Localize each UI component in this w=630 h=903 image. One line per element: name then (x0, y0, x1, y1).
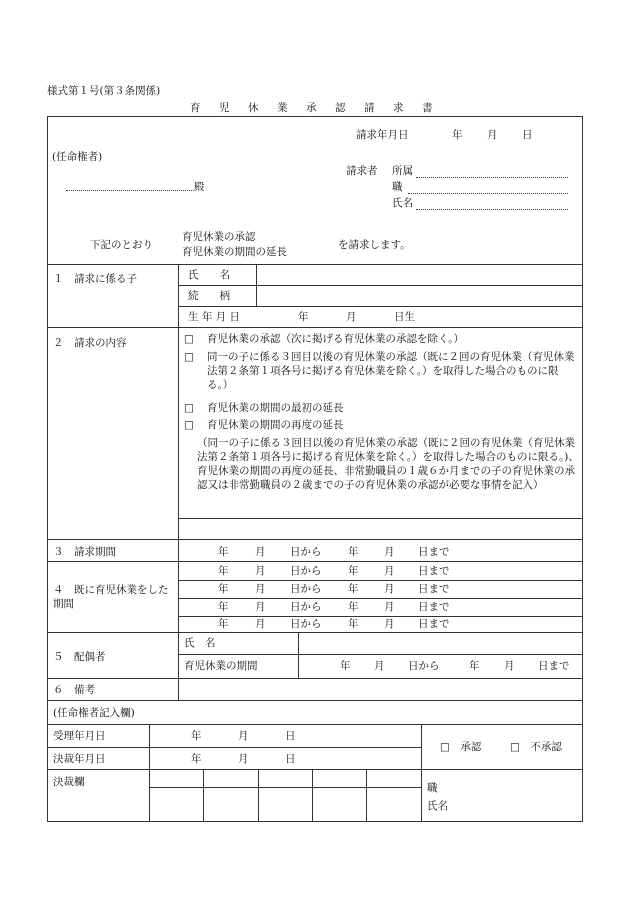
sec5-label: ５ 配偶者 (53, 651, 106, 663)
child-relation-label: 続 柄 (188, 290, 230, 302)
received-day: 日 (285, 730, 296, 742)
intro-option-extension: 育児休業の期間の延長 (182, 246, 287, 258)
rule (178, 285, 583, 286)
appointer-name-line[interactable] (66, 190, 194, 191)
rule (298, 632, 299, 654)
item-approval: 育児休業の承認（次に掲げる育児休業の承認を除く。） (207, 333, 465, 345)
stamp-box-divider (312, 769, 313, 822)
sec3-label: ３ 請求期間 (53, 546, 116, 558)
appointer-label: (任命権者) (52, 151, 103, 163)
rule (421, 724, 422, 822)
rule (149, 724, 150, 822)
disapprove-checkbox[interactable]: □ 不承認 (510, 741, 562, 753)
request-date-label: 請求年月日 (356, 129, 409, 141)
stamp-box-divider (366, 769, 367, 822)
rule (178, 580, 583, 581)
post-line[interactable] (408, 193, 568, 194)
rule (47, 539, 583, 540)
reason-note: （同一の子に係る３回目以後の育児休業の承認（既に２回の育児休業（育児休業法第２条第１項各号に掲げる育児休業を除く。）を取得した場合のものに限る。)、育児休業の期間の再度の延長、非常勤職員の１歳６か月までの子の育児休業の承認又は非常勤職員の２歳までの子の育児休業の承認が必要な事情を記入） (197, 437, 579, 491)
spouse-name-label: 氏 名 (184, 637, 216, 649)
name-line[interactable] (416, 209, 568, 210)
item-second-extension: 育児休業の期間の再度の延長 (207, 419, 344, 431)
sec1-label: １ 請求に係る子 (53, 273, 137, 285)
sec6-label: ６ 備考 (53, 684, 95, 696)
rule (178, 306, 583, 307)
decider-name-label: 氏名 (427, 800, 448, 812)
rule (178, 518, 583, 519)
checkbox-1[interactable]: □ (184, 333, 194, 345)
rule (47, 678, 583, 679)
rule (47, 769, 583, 770)
label-column-rule (178, 264, 179, 700)
received-month: 月 (238, 730, 249, 742)
intro-lead: 下記のとおり (90, 239, 153, 251)
received-year: 年 (191, 730, 202, 742)
child-birth-day: 日生 (394, 311, 415, 323)
form-title: 育 児 休 業 承 認 請 求 書 (190, 102, 433, 114)
request-date-month: 月 (487, 129, 498, 141)
name-label: 氏名 (392, 197, 413, 209)
stamp-box-divider (203, 769, 204, 822)
requester-label: 請求者 (346, 165, 378, 177)
decided-year: 年 (191, 753, 202, 765)
rule (298, 654, 299, 678)
decided-month: 月 (238, 753, 249, 765)
request-date-year: 年 (452, 129, 463, 141)
request-date-day: 日 (522, 129, 533, 141)
intro-option-approval: 育児休業の承認 (182, 231, 256, 243)
rule (47, 264, 583, 265)
form-number: 様式第１号(第３条関係) (47, 85, 161, 97)
rule (47, 632, 583, 633)
checkbox-2[interactable]: □ (184, 351, 194, 363)
received-date-label: 受理年月日 (53, 730, 106, 742)
rule (178, 616, 583, 617)
child-birth-month: 月 (346, 311, 357, 323)
post-label: 職 (392, 181, 403, 193)
rule (47, 327, 583, 328)
child-name-label: 氏 名 (188, 269, 230, 281)
approve-checkbox[interactable]: □ 承認 (440, 741, 482, 753)
child-birth-year: 年 (298, 311, 309, 323)
checkbox-3[interactable]: □ (184, 402, 194, 414)
spouse-period-label: 育児休業の期間 (184, 660, 258, 672)
sec2-label: ２ 請求の内容 (53, 337, 127, 349)
decision-column-label: 決裁欄 (53, 776, 85, 788)
decided-date-label: 決裁年月日 (53, 753, 106, 765)
dono-label: 殿 (194, 181, 205, 193)
decided-day: 日 (285, 753, 296, 765)
footer-title: (任命権者記入欄) (53, 707, 135, 719)
affiliation-line[interactable] (416, 177, 568, 178)
rule (178, 654, 583, 655)
item-first-extension: 育児休業の期間の最初の延長 (207, 402, 344, 414)
rule (47, 747, 421, 748)
intro-tail: を請求します。 (338, 239, 411, 251)
rule (47, 561, 583, 562)
sec4-label: ４ 既に育児休業をした期間 (53, 584, 169, 610)
affiliation-label: 所属 (392, 165, 413, 177)
rule (178, 598, 583, 599)
stamp-box-divider (258, 769, 259, 822)
checkbox-4[interactable]: □ (184, 419, 194, 431)
rule (47, 700, 583, 701)
child-birth-label: 生 年 月 日 (188, 311, 241, 323)
item-third-approval: 同一の子に係る３回目以後の育児休業の承認（既に２回の育児休業（育児休業法第２条第１項各号に掲げる育児休業を除く。）を取得した場合のものに限る。） (207, 351, 575, 391)
rule (47, 724, 583, 725)
decider-post-label: 職 (427, 782, 438, 794)
rule (149, 787, 421, 788)
